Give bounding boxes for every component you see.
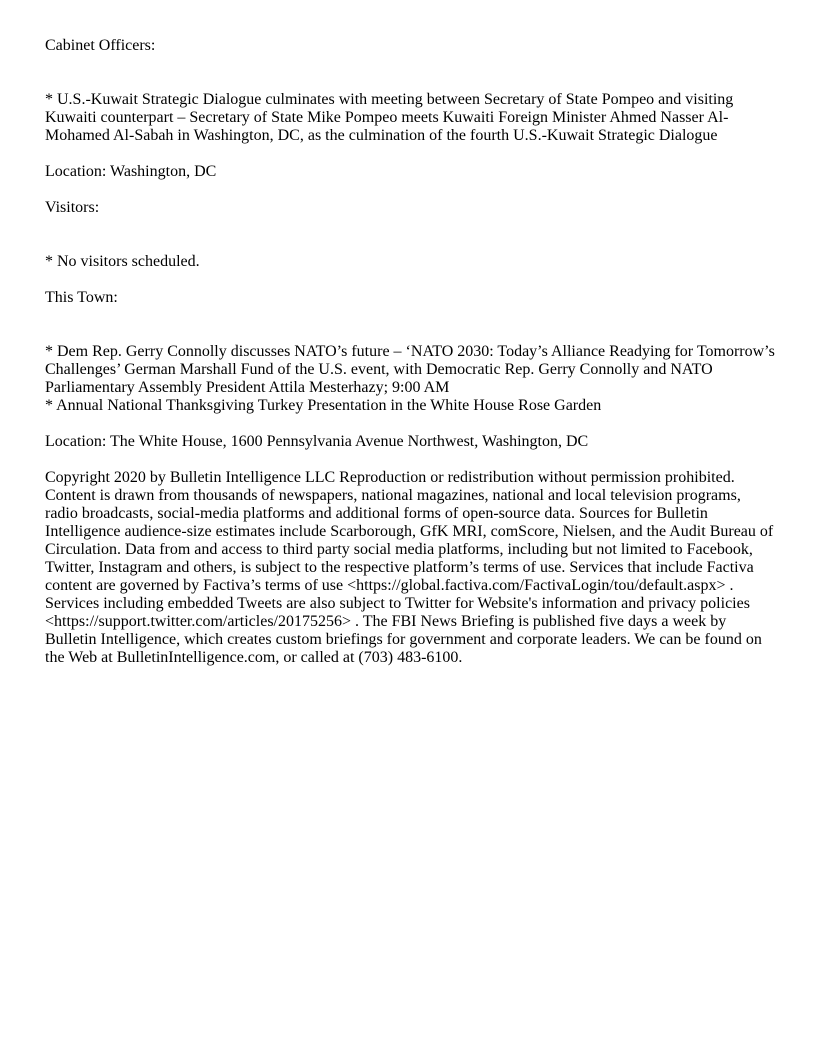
this-town-heading: This Town: [45,289,118,306]
visitors-heading: Visitors: [45,199,100,216]
visitors-list [45,253,775,271]
this-town-location: Location: The White House, 1600 Pennsylvania Avenue Northwest, Washington, DC [45,433,589,450]
spacer [45,235,775,253]
list-item: * U.S.-Kuwait Strategic Dialogue culminates with meeting between Secretary of State Pompeo and visiting Kuwaiti counterpart – Secretary of State Mike Pompeo meets Kuwaiti Foreign Minister Ahmed Nasser Al-Mohamed Al-Sabah in Washington, DC, as the culmination of the fourth U.S.-Kuwait Strategic Dialogue [45,91,734,144]
cabinet-officers-list [45,91,775,145]
spacer [45,325,775,343]
document-page [45,37,775,685]
list-item: * Annual National Thanksgiving Turkey Presentation in the White House Rose Garden [45,397,602,414]
spacer [45,73,775,91]
list-item: * No visitors scheduled. [45,253,200,270]
this-town-list [45,343,775,415]
cabinet-officers-heading: Cabinet Officers: [45,37,156,54]
list-item: * Dem Rep. Gerry Connolly discusses NATO’s future – ‘NATO 2030: Today’s Alliance Readying for Tomorrow’s Challenges’ German Marshall Fund of the U.S. event, with Democratic Rep. Gerry Connolly and NATO Parliamentary Assembly President Attila Mesterhazy; 9:00 AM [45,343,775,396]
copyright-notice: Copyright 2020 by Bulletin Intelligence LLC Reproduction or redistribution without permission prohibited. Content is drawn from thousands of newspapers, national magazines, national and local television programs, radio broadcasts, social-media platforms and additional forms of open-source data. Sources for Bulletin Intelligence audience-size estimates include Scarborough, GfK MRI, comScore, Nielsen, and the Audit Bureau of Circulation. Data from and access to third party social media platforms, including but not limited to Facebook, Twitter, Instagram and others, is subject to the respective platform’s terms of use. Services that include Factiva content are governed by Factiva’s terms of use <https://global.factiva.com/FactivaLogin/tou/default.aspx> . Services including embedded Tweets are also subject to Twitter for Website's information and privacy policies <https://support.twitter.com/articles/20175256> . The FBI News Briefing is published five days a week by Bulletin Intelligence, which creates custom briefings for government and corporate leaders. We can be found on the Web at BulletinIntelligence.com, or called at (703) 483-6100. [45,469,774,666]
cabinet-location: Location: Washington, DC [45,163,217,180]
